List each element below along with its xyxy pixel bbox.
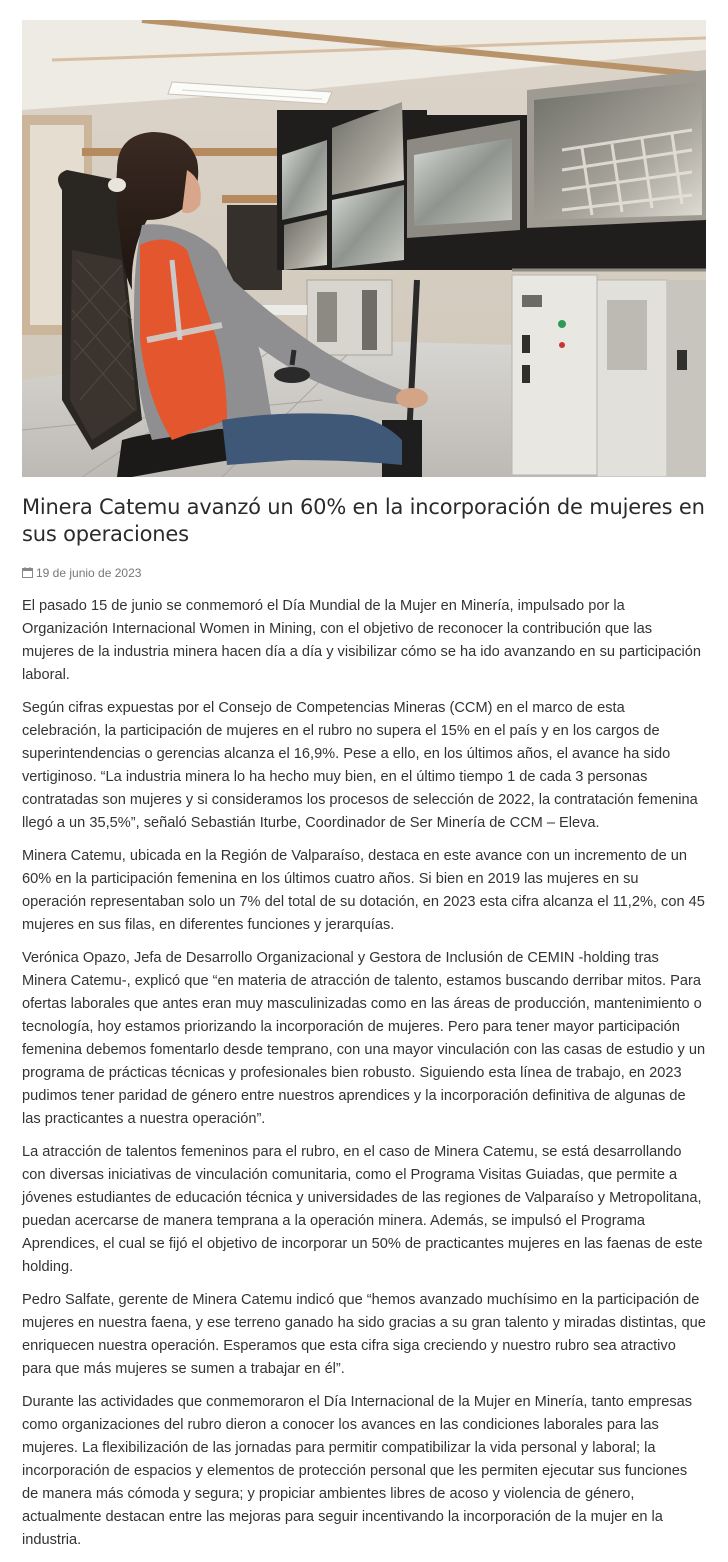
article-body: [22, 595, 706, 1552]
article: [22, 20, 706, 1562]
calendar-icon: [22, 567, 33, 578]
article-paragraph: Verónica Opazo, Jefa de Desarrollo Organizacional y Gestora de Inclusión de CEMIN -holding tras Minera Catemu-, explicó que “en materia de atracción de talento, estamos buscando derribar mitos. Para ofertas laborales que antes eran muy masculinizadas como en las áreas de producción, mantenimiento o tecnología, hoy estamos priorizando la incorporación de mujeres. Pero para tener mayor participación femenina debemos fomentarlo desde temprano, con una mayor vinculación con las casas de estudio y un programa de prácticas técnicas y profesionales bien robusto. Siguiendo esta línea de trabajo, en 2023 pudimos tener paridad de género entre nuestros aprendices y la incorporación definitiva de algunas de las practicantes a nuestra operación”.: [22, 950, 706, 1127]
article-date: 19 de junio de 2023: [36, 566, 142, 580]
control-room-photo: [22, 20, 706, 477]
article-paragraph: Según cifras expuestas por el Consejo de Competencias Mineras (CCM) en el marco de esta celebración, la participación de mujeres en el rubro no supera el 15% en el país y en los cargos de superintendencias o gerencias alcanza el 16,9%. Pese a ello, en los últimos años, el avance ha sido vertiginoso. “La industria minera lo ha hecho muy bien, en el último tiempo 1 de cada 3 personas contratadas son mujeres y si consideramos los procesos de selección de 2022, la contratación femenina llegó a un 35,5%”, señaló Sebastián Iturbe, Coordinador de Ser Minería de CCM – Eleva.: [22, 700, 698, 831]
article-paragraph: Durante las actividades que conmemoraron el Día Internacional de la Mujer en Minería, tanto empresas como organizaciones del rubro dieron a conocer los avances en las condiciones laborales para las mujeres. La flexibilización de las jornadas para permitir compatibilizar la vida personal y laboral; la incorporación de espacios y elementos de protección personal que les permiten ejecutar sus funciones de manera más cómoda y segura; y propiciar ambientes libres de acoso y violencia de género, actualmente destacan entre las mejoras para seguir incentivando la incorporación de la mujer en la industria.: [22, 1394, 693, 1548]
article-meta: [22, 565, 706, 581]
article-hero-image: [22, 20, 706, 477]
article-paragraph: La atracción de talentos femeninos para el rubro, en el caso de Minera Catemu, se está desarrollando con diversas iniciativas de vinculación comunitaria, como el Programa Visitas Guiadas, que permite a jóvenes estudiantes de educación técnica y universidades de las regiones de Valparaíso y Metropolitana, puedan acercarse de manera temprana a la operación minera. Además, se impulsó el Programa Aprendices, el cual se fijó el objetivo de incorporar un 50% de practicantes mujeres en las faenas de este holding.: [22, 1144, 703, 1275]
article-paragraph: Minera Catemu, ubicada en la Región de Valparaíso, destaca en este avance con un incremento de un 60% en la participación femenina en los últimos cuatro años. Si bien en 2019 las mujeres en su operación representaban solo un 7% del total de su dotación, en 2023 esta cifra alcanza el 11,2%, con 45 mujeres en sus filas, en diferentes funciones y jerarquías.: [22, 848, 705, 933]
article-title: Minera Catemu avanzó un 60% en la incorporación de mujeres en sus operaciones: [22, 495, 705, 546]
article-paragraph: El pasado 15 de junio se conmemoró el Día Mundial de la Mujer en Minería, impulsado por la Organización Internacional Women in Mining, con el objetivo de reconocer la contribución que las mujeres de la industria minera hacen día a día y visibilizar cómo se ha ido avanzando en su participación laboral.: [22, 598, 701, 683]
article-paragraph: Pedro Salfate, gerente de Minera Catemu indicó que “hemos avanzado muchísimo en la participación de mujeres en nuestra faena, y ese terreno ganado ha sido gracias a su gran talento y miradas distintas, que enriquecen nuestra operación. Esperamos que esta cifra siga creciendo y nuestro rubro sea atractivo para que más mujeres se sumen a trabajar en él”.: [22, 1292, 706, 1377]
